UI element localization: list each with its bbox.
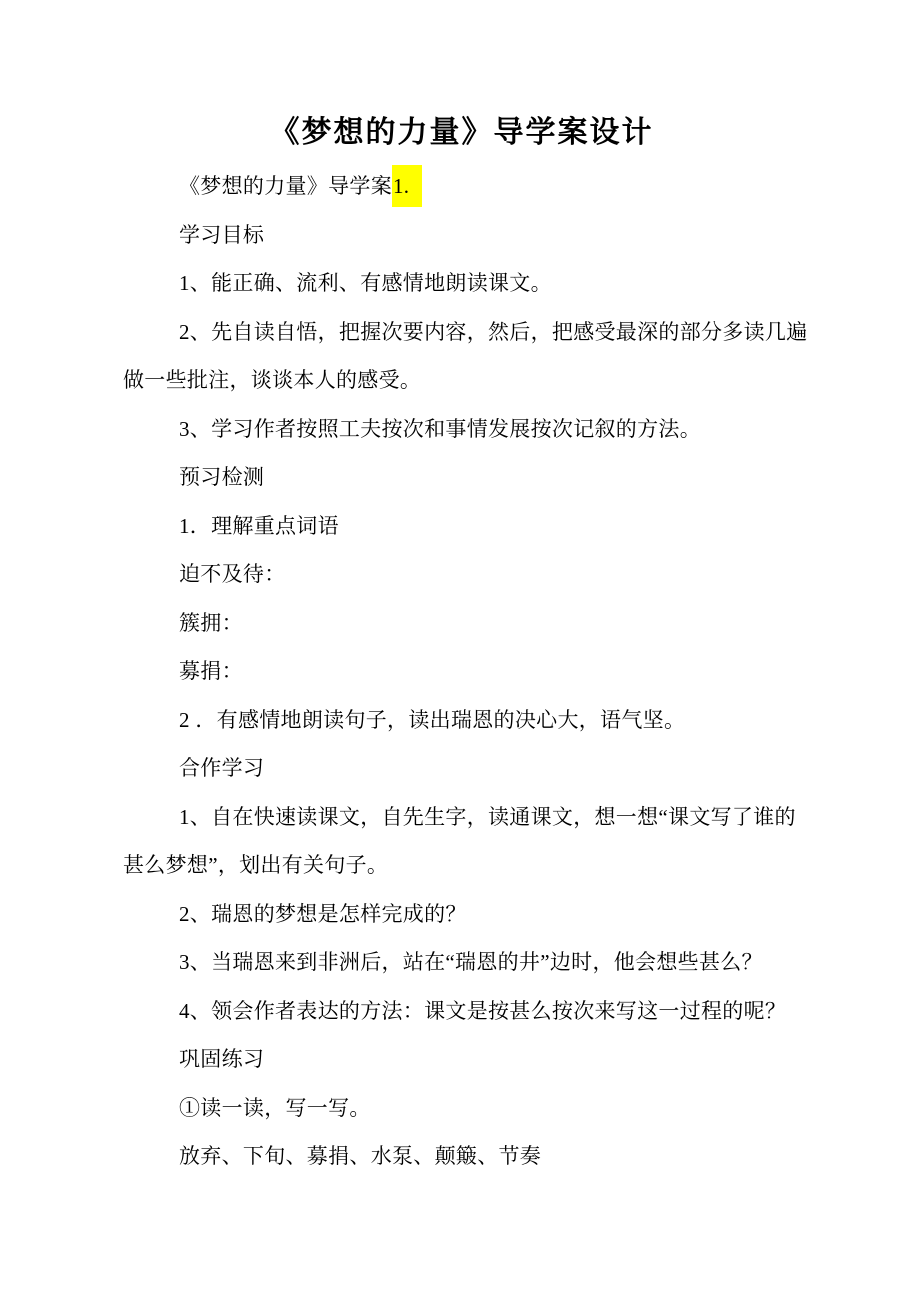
section-heading-learning-goals: 学习目标 [179, 222, 265, 247]
paragraph-line: 4、领会作者表达的方法：课文是按甚么按次来写这一过程的呢？ [179, 998, 787, 1023]
vocabulary-item: 迫不及待： [179, 562, 286, 586]
paragraph-line-continuation: 甚么梦想”，划出有关句子。 [123, 853, 389, 877]
highlighted-text: 1. [392, 165, 422, 207]
section-heading-consolidation-exercise: 巩固练习 [179, 1047, 265, 1071]
subtitle-line [123, 162, 800, 211]
vocabulary-item: 募捐： [179, 659, 243, 683]
subtitle-prefix: 《梦想的力量》导学案 [179, 174, 392, 198]
vocabulary-item: 簇拥： [179, 610, 243, 635]
paragraph-line: 2、瑞恩的梦想是怎样完成的？ [179, 901, 467, 926]
word-list-line: 放弃、下旬、募捐、水泵、颠簸、节奏 [179, 1144, 542, 1168]
document-title: 《梦想的力量》导学案设计 [269, 116, 654, 149]
paragraph-line: 1、能正确、流利、有感情地朗读课文。 [179, 271, 552, 295]
paragraph-line: 1、自在快速读课文，自先生字，读通课文，想一想“课文写了谁的 [179, 804, 796, 829]
paragraph-line: ①读一读，写一写。 [179, 1095, 371, 1120]
paragraph-line: 3、当瑞恩来到非洲后，站在“瑞恩的井”边时，他会想些甚么？ [179, 950, 763, 974]
section-heading-preview-check: 预习检测 [179, 465, 265, 489]
paragraph-line: 3、学习作者按照工夫按次和事情发展按次记叙的方法。 [179, 416, 701, 441]
paragraph-line: 2 ．有感情地朗读句子，读出瑞恩的决心大，语气坚。 [179, 707, 686, 732]
paragraph-line: 1．理解重点词语 [179, 513, 339, 538]
paragraph-line: 2、先自读自悟，把握次要内容，然后，把感受最深的部分多读几遍 [179, 319, 808, 344]
paragraph-line-continuation: 做一些批注，谈谈本人的感受。 [123, 368, 422, 392]
section-heading-cooperative-learning: 合作学习 [179, 756, 265, 780]
